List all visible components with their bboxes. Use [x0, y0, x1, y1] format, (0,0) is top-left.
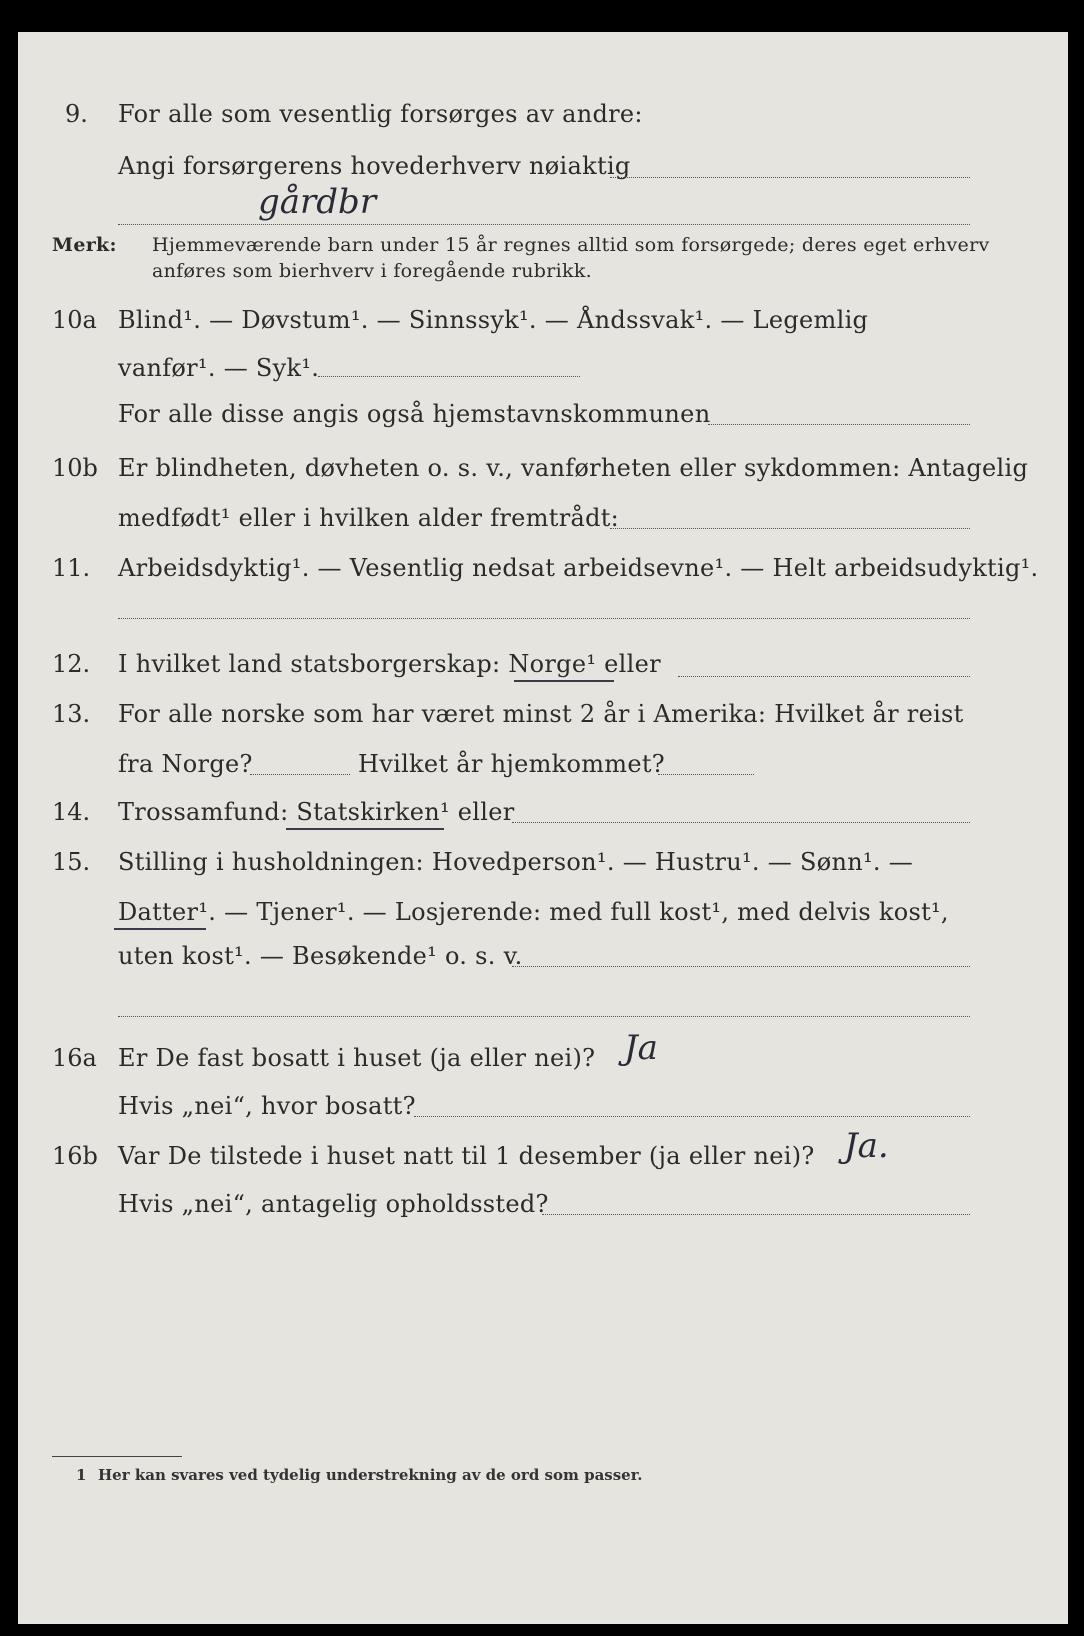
- question-10a-line1: Blind¹. — Døvstum¹. — Sinnssyk¹. — Åndssvak¹. — Legemlig: [118, 306, 869, 334]
- answer-line: [658, 774, 754, 775]
- question-9-handwritten-answer: gårdbr: [258, 182, 377, 222]
- question-14-number: 14.: [52, 798, 91, 826]
- question-16a-line2: Hvis „nei“, hvor bosatt?: [118, 1092, 416, 1120]
- answer-line: [414, 1116, 970, 1117]
- question-10b-line1: Er blindheten, døvheten o. s. v., vanførheten eller sykdommen: Antagelig: [118, 454, 1029, 482]
- answer-line: [542, 1214, 970, 1215]
- question-16b-line1: Var De tilstede i huset natt til 1 desember (ja eller nei)?: [118, 1142, 815, 1170]
- question-16a-number: 16a: [52, 1044, 97, 1072]
- question-9-number: 9.: [65, 100, 88, 128]
- census-form-page: [18, 32, 1068, 1624]
- answer-line: [118, 618, 970, 619]
- answer-line: [610, 177, 970, 178]
- question-13-line2b: Hvilket år hjemkommet?: [358, 750, 665, 778]
- question-13-number: 13.: [52, 700, 91, 728]
- question-16b-handwritten-answer: Ja.: [844, 1126, 889, 1166]
- merk-line1: Hjemmeværende barn under 15 år regnes alltid som forsørgede; deres eget erhverv: [152, 234, 990, 256]
- question-16b-number: 16b: [52, 1142, 98, 1170]
- merk-line2: anføres som bierhverv i foregående rubrikk.: [152, 260, 592, 282]
- answer-line: [318, 376, 580, 377]
- question-10b-number: 10b: [52, 454, 98, 482]
- question-9-line1: For alle som vesentlig forsørges av andre:: [118, 100, 643, 128]
- question-11-line1: Arbeidsdyktig¹. — Vesentlig nedsat arbeidsevne¹. — Helt arbeidsudyktig¹.: [118, 554, 1039, 582]
- answer-line: [118, 224, 970, 225]
- footnote-rule: [52, 1456, 182, 1457]
- question-13-line1: For alle norske som har været minst 2 år i Amerika: Hvilket år reist: [118, 700, 964, 728]
- question-16b-line2: Hvis „nei“, antagelig opholdssted?: [118, 1190, 549, 1218]
- question-9-line2: Angi forsørgerens hovederhverv nøiaktig: [118, 152, 631, 180]
- answer-line: [512, 822, 970, 823]
- question-15-number: 15.: [52, 848, 91, 876]
- question-12-line1: I hvilket land statsborgerskap: Norge¹ eller: [118, 650, 661, 678]
- footnote-mark: 1: [76, 1466, 87, 1484]
- question-13-line2a: fra Norge?: [118, 750, 253, 778]
- question-10a-line2: vanfør¹. — Syk¹.: [118, 354, 320, 382]
- question-11-number: 11.: [52, 554, 91, 582]
- answer-line: [610, 528, 970, 529]
- answer-line: [512, 966, 970, 967]
- question-10a-number: 10a: [52, 306, 97, 334]
- question-16a-line1: Er De fast bosatt i huset (ja eller nei)?: [118, 1044, 596, 1072]
- question-16a-handwritten-answer: Ja: [624, 1028, 658, 1068]
- question-14-line1: Trossamfund: Statskirken¹ eller: [118, 798, 515, 826]
- statskirken-underline-mark: [286, 828, 444, 830]
- answer-line: [708, 424, 970, 425]
- question-15-line2: Datter¹. — Tjener¹. — Losjerende: med full kost¹, med delvis kost¹,: [118, 898, 949, 926]
- answer-line: [118, 1016, 970, 1017]
- merk-label: Merk:: [52, 234, 117, 256]
- question-10b-line2: medfødt¹ eller i hvilken alder fremtrådt:: [118, 504, 620, 532]
- answer-line: [678, 676, 970, 677]
- answer-line: [250, 774, 350, 775]
- datter-underline-mark: [114, 928, 206, 930]
- footnote-text: Her kan svares ved tydelig understrekning av de ord som passer.: [98, 1466, 643, 1484]
- question-12-number: 12.: [52, 650, 91, 678]
- norge-underline-mark: [514, 680, 614, 682]
- question-10a-line3: For alle disse angis også hjemstavnskommunen: [118, 400, 711, 428]
- question-15-line1: Stilling i husholdningen: Hovedperson¹. — Hustru¹. — Sønn¹. —: [118, 848, 914, 876]
- question-15-line3: uten kost¹. — Besøkende¹ o. s. v.: [118, 942, 523, 970]
